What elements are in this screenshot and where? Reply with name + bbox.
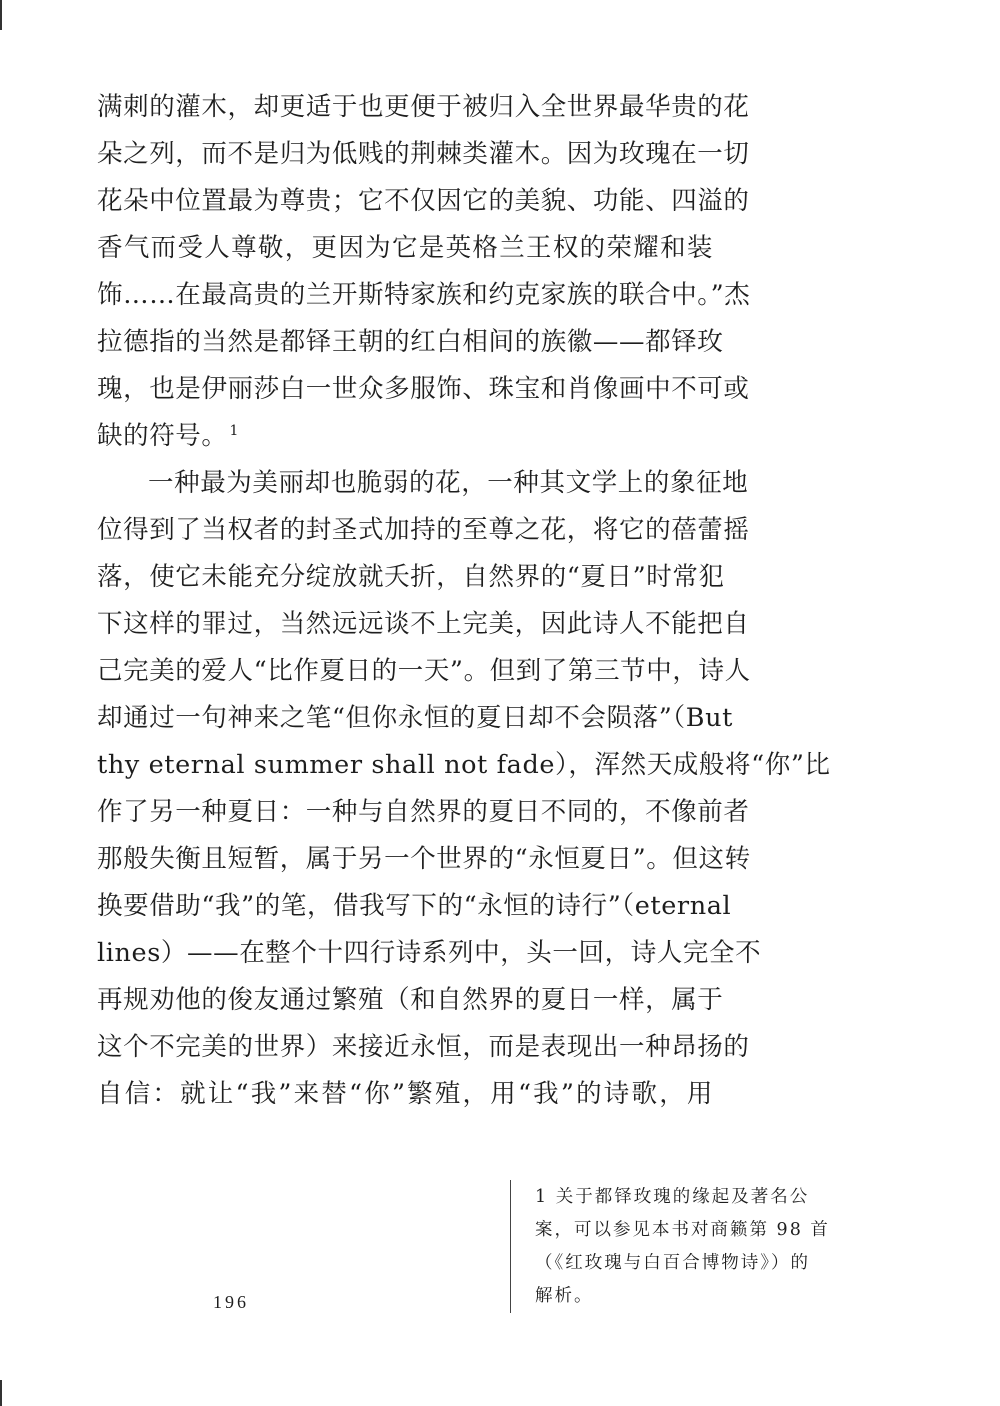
text-line: 朵之列，而不是归为低贱的荆棘类灌木。因为玫瑰在一切 bbox=[97, 139, 750, 169]
paragraph-first-line: 一种最为美丽却也脆弱的花，一种其文学上的象征地 bbox=[148, 468, 749, 498]
text-line: 却通过一句神来之笔“但你永恒的夏日却不会陨落”（But bbox=[97, 703, 733, 733]
body-text bbox=[97, 84, 831, 1118]
text-line: 花朵中位置最为尊贵；它不仅因它的美貌、功能、四溢的 bbox=[97, 186, 750, 216]
footnote-divider bbox=[510, 1180, 511, 1313]
text-line-content: 缺的符号。 bbox=[97, 421, 228, 451]
text-line: 满刺的灌木，却更适于也更便于被归入全世界最华贵的花 bbox=[97, 92, 750, 122]
page-number: 196 bbox=[213, 1292, 249, 1312]
footnote-line: 解析。 bbox=[535, 1286, 594, 1306]
footnote-reference[interactable]: 1 bbox=[229, 422, 240, 439]
crop-mark-bottom bbox=[0, 1380, 2, 1406]
footnote bbox=[535, 1181, 840, 1313]
text-line-with-footnote bbox=[97, 413, 713, 460]
text-line: 自信：就让“我”来替“你”繁殖，用“我”的诗歌，用 bbox=[97, 1079, 713, 1109]
footnote-line: （《红玫瑰与白百合博物诗》）的 bbox=[535, 1253, 810, 1273]
text-line: 位得到了当权者的封圣式加持的至尊之花，将它的蓓蕾摇 bbox=[97, 515, 750, 545]
text-line: lines）——在整个十四行诗系列中，头一回，诗人完全不 bbox=[97, 938, 762, 968]
footnote-line: 案，可以参见本书对商籁第 98 首 bbox=[535, 1220, 830, 1240]
text-line: 那般失衡且短暂，属于另一个世界的“永恒夏日”。但这转 bbox=[97, 844, 751, 874]
crop-mark-top bbox=[0, 0, 2, 30]
text-line: 再规劝他的俊友通过繁殖（和自然界的夏日一样，属于 bbox=[97, 985, 724, 1015]
text-line: 己完美的爱人“比作夏日的一天”。但到了第三节中，诗人 bbox=[97, 656, 751, 686]
text-line: thy eternal summer shall not fade），浑然天成般将“你”比 bbox=[97, 750, 831, 780]
text-line: 落，使它未能充分绽放就夭折，自然界的“夏日”时常犯 bbox=[97, 562, 725, 592]
text-line: 这个不完美的世界）来接近永恒，而是表现出一种昂扬的 bbox=[97, 1032, 750, 1062]
text-line: 下这样的罪过，当然远远谈不上完美，因此诗人不能把自 bbox=[97, 609, 750, 639]
text-line: 香气而受人尊敬，更因为它是英格兰王权的荣耀和装 bbox=[97, 233, 713, 263]
text-line: 饰……在最高贵的兰开斯特家族和约克家族的联合中。”杰 bbox=[97, 280, 751, 310]
text-line: 作了另一种夏日：一种与自然界的夏日不同的，不像前者 bbox=[97, 797, 750, 827]
text-line: 瑰，也是伊丽莎白一世众多服饰、珠宝和肖像画中不可或 bbox=[97, 374, 750, 404]
text-line: 拉德指的当然是都铎王朝的红白相间的族徽——都铎玫 bbox=[97, 327, 724, 357]
text-line: 换要借助“我”的笔，借我写下的“永恒的诗行”（eternal bbox=[97, 891, 732, 921]
footnote-line: 1 关于都铎玫瑰的缘起及著名公 bbox=[535, 1187, 810, 1207]
